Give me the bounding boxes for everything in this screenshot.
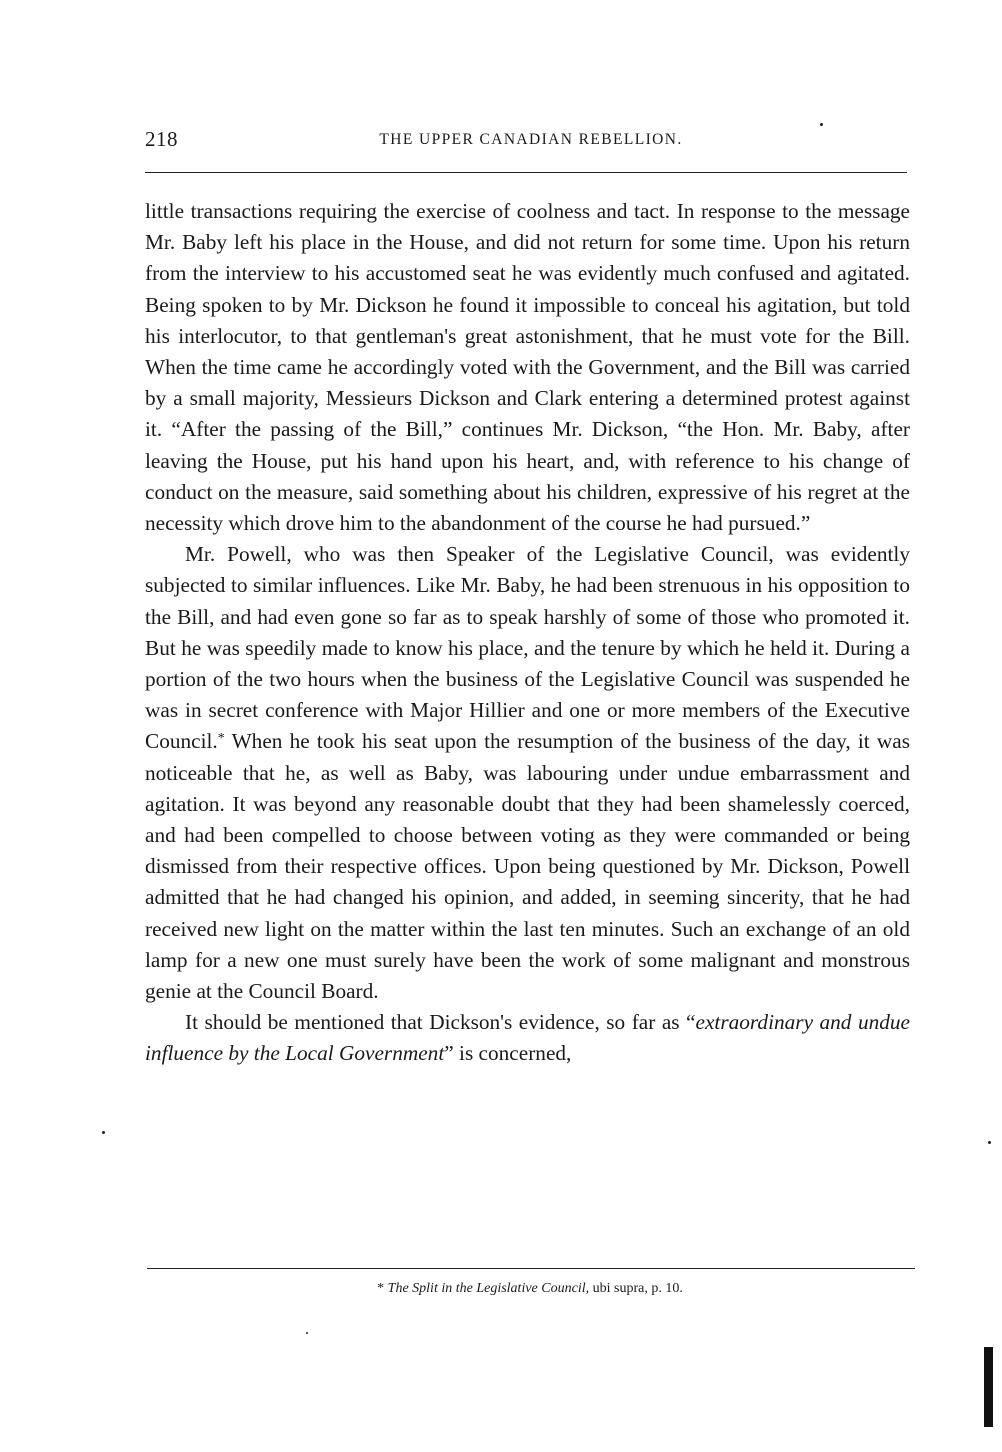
scan-speck — [820, 123, 823, 126]
footnote-citation: ubi supra, p. 10. — [589, 1281, 683, 1296]
paragraph-3-quoted-phrase: extraordinary and undue influence by the Local Government — [145, 1010, 910, 1066]
running-head: THE UPPER CANADIAN REBELLION. — [379, 131, 683, 148]
paragraph-3 — [145, 1007, 910, 1069]
scan-speck — [102, 1131, 105, 1134]
paragraph-3-part-b: ” is concerned, — [444, 1041, 572, 1066]
paragraph-2-part-a: Mr. Powell, who was then Speaker of the Legislative Council, was evidently subjected to similar influences. Like Mr. Baby, he had been strenuous in his opposition to the Bill, and had even gone so far as to speak harshly of some of those who promoted it. But he was speedily made to know his place, and the tenure by which he held it. During a portion of the two hours when the business of the Legislative Council was suspended he was in secret conference with Major Hillier and one or more members of the Executive Council. — [145, 542, 910, 754]
scan-speck — [988, 1141, 991, 1144]
footnote-source-title: The Split in the Legislative Council, — [387, 1281, 590, 1296]
header-rule — [145, 172, 907, 173]
paragraph-1: little transactions requiring the exercise of coolness and tact. In response to the message Mr. Baby left his place in the House, and did not return for some time. Upon his return from the interview to his accustomed seat he was evidently much confused and agitated. Being spoken to by Mr. Dickson he found it impossible to conceal his agitation, but told his interlocutor, to that gentleman's great astonishment, that he must vote for the Bill. When the time came he accordingly voted with the Government, and the Bill was carried by a small majority, Messieurs Dickson and Clark entering a determined protest against it. “After the passing of the Bill,” continues Mr. Dickson, “the Hon. Mr. Baby, after leaving the House, put his hand upon his heart, and, with reference to his change of conduct on the measure, said something about his children, expressive of his regret at the necessity which drove him to the abandonment of the course he had pursued.” — [145, 199, 910, 536]
footnote-reference: * — [217, 731, 225, 747]
footnote-marker: * — [377, 1281, 388, 1296]
paragraph-2 — [145, 539, 910, 1007]
footnote-rule — [147, 1268, 915, 1269]
scan-speck — [306, 1332, 308, 1334]
scan-edge-mark — [984, 1347, 993, 1427]
body-text — [145, 196, 910, 1070]
paragraph-3-part-a: It should be mentioned that Dickson's evidence, so far as “ — [185, 1010, 696, 1035]
footnote — [0, 1281, 1002, 1297]
paragraph-2-part-b: When he took his seat upon the resumption of the business of the day, it was noticeable that he, as well as Baby, was labouring under undue embarrassment and agitation. It was beyond any reasonable doubt that they had been shamelessly coerced, and had been compelled to choose between voting as they were commanded or being dismissed from their respective offices. Upon being questioned by Mr. Dickson, Powell admitted that he had changed his opinion, and added, in seeming sincerity, that he had received new light on the matter within the last ten minutes. Such an exchange of an old lamp for a new one must surely have been the work of some malignant and monstrous genie at the Council Board. — [145, 729, 910, 1004]
page-number: 218 — [145, 127, 178, 151]
